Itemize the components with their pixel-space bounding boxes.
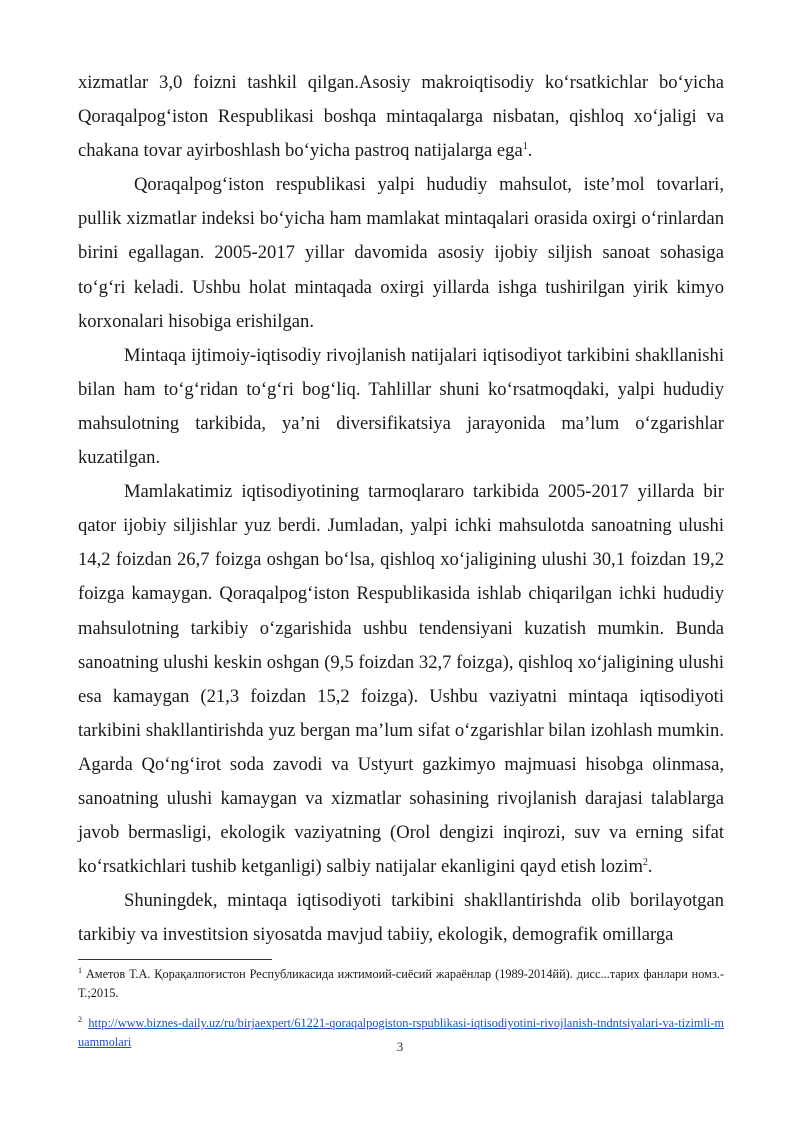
paragraph-tail: . xyxy=(647,856,653,878)
paragraph-3 xyxy=(78,339,724,475)
paragraph-5 xyxy=(78,884,724,952)
paragraph-2 xyxy=(78,168,724,338)
paragraph-tail: . xyxy=(527,140,533,162)
paragraph-text: Shuningdek, mintaqa iqtisodiyoti tarkibini shakllantirishda olib borilayotgan tarkibiy va investitsion siyosatda mavjud tabiiy, ekologik, demografik omillarga xyxy=(78,890,724,946)
paragraph-4 xyxy=(78,475,724,884)
footnote-link[interactable]: http://www.biznes-daily.uz/ru/birjaexpert/61221-qoraqalpogiston-rspublikasi-iqtisodiyotini-rivojlanish-tndntsiyalari-va-tizimli-muammolari xyxy=(78,1016,724,1049)
footnote-number: 2 xyxy=(78,1014,82,1024)
footnote-text: Аметов Т.А. Қорақалпоғистон Республикасида ижтимоий-сиёсий жараёнлар (1989-2014йй). дисс...тарих фанлари номз.-Т.;2015. xyxy=(78,967,724,1000)
paragraph-text: xizmatlar 3,0 foizni tashkil qilgan.Asosiy makroiqtisodiy koʻrsatkichlar boʻyicha Qoraqalpogʻiston Respublikasi boshqa mintaqalarga nisbatan, qishloq xoʻjaligi va chakana tovar ayirboshlash boʻyicha pastroq natijalarga ega xyxy=(78,72,724,162)
footnote-ref-1[interactable]: 1 xyxy=(522,141,528,152)
footnote-ref-2[interactable]: 2 xyxy=(642,856,648,868)
footnote-number: 1 xyxy=(78,965,82,975)
footnote-1 xyxy=(78,965,724,1003)
body-text xyxy=(78,66,724,952)
footnote-separator xyxy=(78,959,272,960)
paragraph-1 xyxy=(78,66,724,168)
paragraph-text: Qoraqalpogʻiston respublikasi yalpi hududiy mahsulot, isteʼmol tovarlari, pullik xizmatlar indeksi boʻyicha ham mamlakat mintaqalari orasida oxirgi oʻrinlardan birini egallagan. 2005-2017 yillar davomida asosiy ijobiy siljish sanoat sohasiga toʻgʻri keladi. Ushbu holat mintaqada oxirgi yillarda ishga tushirilgan yirik kimyo korxonalari hisobiga erishilgan. xyxy=(78,174,724,332)
page-number: 3 xyxy=(396,1039,404,1054)
paragraph-text: Mintaqa ijtimoiy-iqtisodiy rivojlanish natijalari iqtisodiyot tarkibini shakllanishi bilan ham toʻgʻridan toʻgʻri bogʻliq. Tahlillar shuni koʻrsatmoqdaki, yalpi hududiy mahsulotning tarkibida, yaʼni diversifikatsiya jarayonida maʼlum oʻzgarishlar kuzatilgan. xyxy=(78,344,724,469)
paragraph-text: Mamlakatimiz iqtisodiyotining tarmoqlararo tarkibida 2005-2017 yillarda bir qator ijobiy siljishlar yuz berdi. Jumladan, yalpi ichki mahsulotda sanoatning ulushi 14,2 foizdan 26,7 foizga oshgan boʻlsa, qishloq xoʻjaligining ulushi 30,1 foizdan 19,2 foizga kamaygan. Qoraqalpogʻiston Respublikasida ishlab chiqarilgan ichki hududiy mahsulotning tarkibiy oʻzgarishida ushbu tendensiyani kuzatish mumkin. Bunda sanoatning ulushi keskin oshgan (9,5 foizdan 32,7 foizga), qishloq xoʻjaligining ulushi esa kamaygan (21,3 foizdan 15,2 foizga). Ushbu vaziyatni mintaqa iqtisodiyoti tarkibini shakllantirishda yuz bergan maʼlum sifat oʻzgarishlar bilan izohlash mumkin. Agarda Qoʻngʻirot soda zavodi va Ustyurt gazkimyo majmuasi hisobga olinmasa, sanoatning ulushi kamaygan va xizmatlar sohasining rivojlanish darajasi talablarga javob bermasligi, ekologik vaziyatning (Orol dengizi inqirozi, suv va erning sifat koʻrsatkichlari tushib ketganligi) salbiy natijalar ekanligini qayd etish lozim xyxy=(78,481,724,878)
